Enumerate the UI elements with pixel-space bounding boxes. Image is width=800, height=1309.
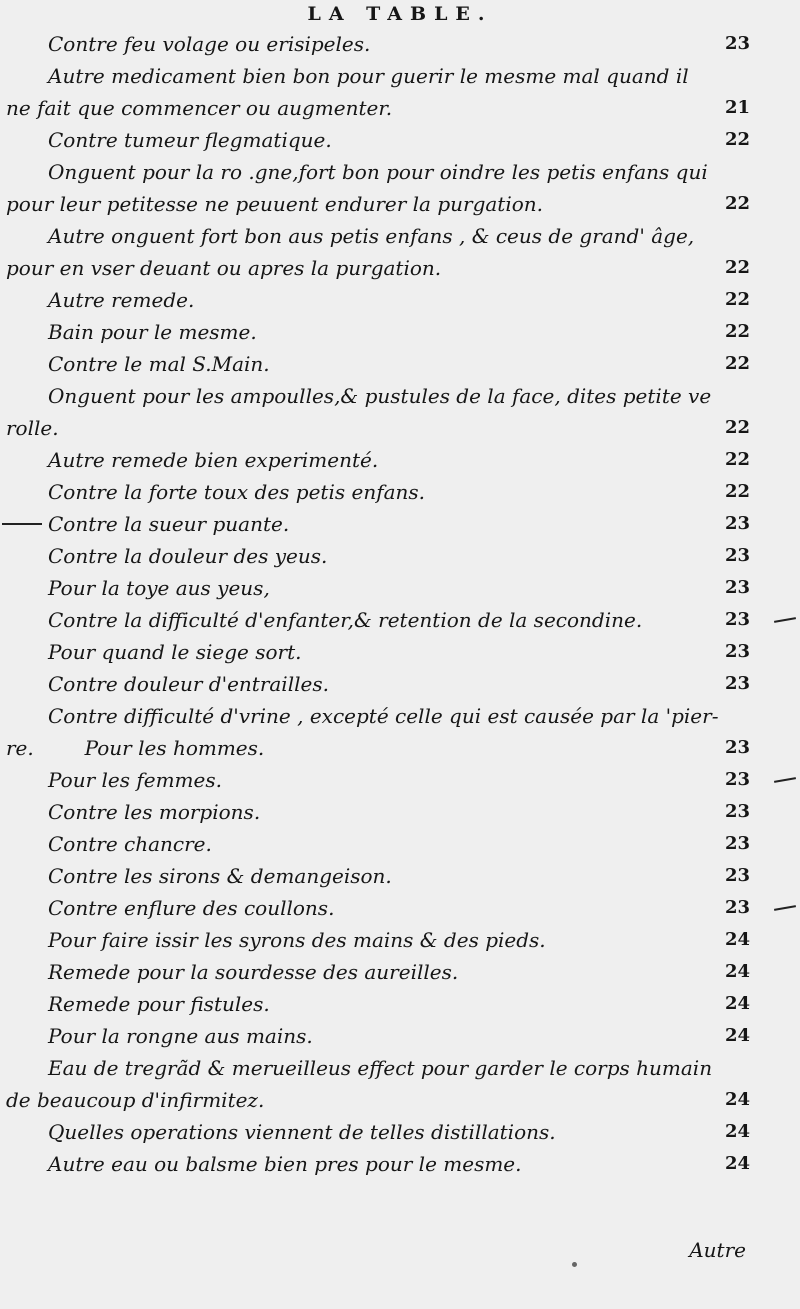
entry-page: 22 xyxy=(724,481,750,502)
toc-entry xyxy=(0,92,800,124)
entry-page: 21 xyxy=(724,97,750,118)
entry-page: 24 xyxy=(724,993,750,1014)
entry-text: Autre onguent fort bon aus petis enfans , & ceus de grand' âge, xyxy=(48,224,695,248)
toc-entry xyxy=(0,1116,800,1148)
margin-dash-mark xyxy=(774,905,796,911)
entry-page: 24 xyxy=(724,1025,750,1046)
entry-page: 23 xyxy=(724,801,750,822)
entry-text: Quelles operations viennent de telles distillations. xyxy=(48,1120,556,1144)
entry-page: 24 xyxy=(724,1121,750,1142)
toc-entry xyxy=(0,1148,800,1180)
table-of-contents xyxy=(0,28,800,1180)
entry-page: 23 xyxy=(724,865,750,886)
toc-entry xyxy=(0,636,800,668)
entry-text: ne fait que commencer ou augmenter. xyxy=(6,96,393,120)
entry-text: pour leur petitesse ne peuuent endurer la purgation. xyxy=(6,192,544,216)
toc-entry xyxy=(0,412,800,444)
toc-entry xyxy=(0,924,800,956)
entry-page: 23 xyxy=(724,513,750,534)
entry-page: 22 xyxy=(724,289,750,310)
entry-text: Pour faire issir les syrons des mains & des pieds. xyxy=(48,928,546,952)
entry-page: 23 xyxy=(724,33,750,54)
entry-text: Contre chancre. xyxy=(48,832,212,856)
entry-text: Onguent pour la ro .gne,fort bon pour oindre les petis enfans qui xyxy=(48,160,708,184)
toc-entry xyxy=(0,476,800,508)
margin-dash-mark xyxy=(774,777,796,783)
entry-page: 23 xyxy=(724,897,750,918)
toc-entry xyxy=(0,540,800,572)
entry-page: 23 xyxy=(724,609,750,630)
entry-text: Contre difficulté d'vrine , excepté celle qui est causée par la 'pier- xyxy=(48,704,719,728)
toc-entry xyxy=(0,188,800,220)
toc-entry xyxy=(0,316,800,348)
entry-page: 22 xyxy=(724,353,750,374)
toc-entry xyxy=(0,732,800,764)
toc-entry xyxy=(0,988,800,1020)
entry-text: Bain pour le mesme. xyxy=(48,320,257,344)
ink-speck xyxy=(572,1262,577,1267)
toc-entry xyxy=(0,348,800,380)
entry-page: 24 xyxy=(724,1089,750,1110)
entry-text: Autre medicament bien bon pour guerir le mesme mal quand il xyxy=(48,64,689,88)
entry-page: 23 xyxy=(724,577,750,598)
entry-text: pour en vser deuant ou apres la purgation. xyxy=(6,256,442,280)
toc-entry xyxy=(0,1084,800,1116)
entry-page: 23 xyxy=(724,833,750,854)
toc-entry xyxy=(0,1020,800,1052)
toc-entry xyxy=(0,220,800,252)
toc-entry xyxy=(0,284,800,316)
margin-dash-mark xyxy=(2,523,42,525)
entry-page: 24 xyxy=(724,1153,750,1174)
toc-entry xyxy=(0,380,800,412)
entry-page: 22 xyxy=(724,257,750,278)
entry-page: 23 xyxy=(724,545,750,566)
entry-page: 22 xyxy=(724,129,750,150)
toc-entry xyxy=(0,828,800,860)
toc-entry xyxy=(0,252,800,284)
toc-entry xyxy=(0,444,800,476)
toc-entry xyxy=(0,796,800,828)
entry-page: 22 xyxy=(724,193,750,214)
entry-text: Remede pour fistules. xyxy=(48,992,270,1016)
toc-entry xyxy=(0,764,800,796)
catchword: Autre xyxy=(689,1238,746,1262)
entry-text: Contre enflure des coullons. xyxy=(48,896,335,920)
entry-text: Contre la forte toux des petis enfans. xyxy=(48,480,426,504)
toc-entry xyxy=(0,60,800,92)
entry-text: Contre la douleur des yeus. xyxy=(48,544,328,568)
toc-entry xyxy=(0,892,800,924)
entry-page: 22 xyxy=(724,449,750,470)
margin-dash-mark xyxy=(774,617,796,623)
entry-page: 23 xyxy=(724,673,750,694)
entry-text: Contre feu volage ou erisipeles. xyxy=(48,32,371,56)
entry-page: 22 xyxy=(724,321,750,342)
entry-text: Pour la toye aus yeus, xyxy=(48,576,270,600)
entry-text: Contre douleur d'entrailles. xyxy=(48,672,329,696)
entry-text: Contre les sirons & demangeison. xyxy=(48,864,392,888)
entry-text: Contre la sueur puante. xyxy=(48,512,290,536)
toc-entry xyxy=(0,860,800,892)
entry-text: Pour la rongne aus mains. xyxy=(48,1024,313,1048)
entry-page: 23 xyxy=(724,641,750,662)
entry-page: 22 xyxy=(724,417,750,438)
toc-entry xyxy=(0,508,800,540)
entry-text: Autre remede bien experimenté. xyxy=(48,448,379,472)
entry-page: 24 xyxy=(724,961,750,982)
entry-text: Onguent pour les ampoulles,& pustules de la face, dites petite ve xyxy=(48,384,712,408)
toc-entry xyxy=(0,572,800,604)
toc-entry xyxy=(0,668,800,700)
page-header: LA TABLE. xyxy=(307,3,493,25)
entry-text: Remede pour la sourdesse des aureilles. xyxy=(48,960,459,984)
entry-text: Contre le mal S.Main. xyxy=(48,352,270,376)
entry-text: Pour quand le siege sort. xyxy=(48,640,302,664)
toc-entry xyxy=(0,124,800,156)
entry-text: Contre tumeur flegmatique. xyxy=(48,128,332,152)
entry-text: Pour les femmes. xyxy=(48,768,222,792)
toc-entry xyxy=(0,156,800,188)
entry-text: re. Pour les hommes. xyxy=(6,736,265,760)
toc-entry xyxy=(0,604,800,636)
entry-text: Eau de tregrãd & merueilleus effect pour garder le corps humain xyxy=(48,1056,713,1080)
toc-entry xyxy=(0,28,800,60)
entry-text: Autre remede. xyxy=(48,288,195,312)
entry-text: de beaucoup d'infirmitez. xyxy=(6,1088,265,1112)
entry-text: Contre les morpions. xyxy=(48,800,261,824)
toc-entry xyxy=(0,956,800,988)
entry-page: 23 xyxy=(724,737,750,758)
toc-entry xyxy=(0,1052,800,1084)
entry-text: Autre eau ou balsme bien pres pour le mesme. xyxy=(48,1152,522,1176)
entry-text: rolle. xyxy=(6,416,59,440)
entry-page: 24 xyxy=(724,929,750,950)
entry-page: 23 xyxy=(724,769,750,790)
entry-text: Contre la difficulté d'enfanter,& retention de la secondine. xyxy=(48,608,643,632)
toc-entry xyxy=(0,700,800,732)
